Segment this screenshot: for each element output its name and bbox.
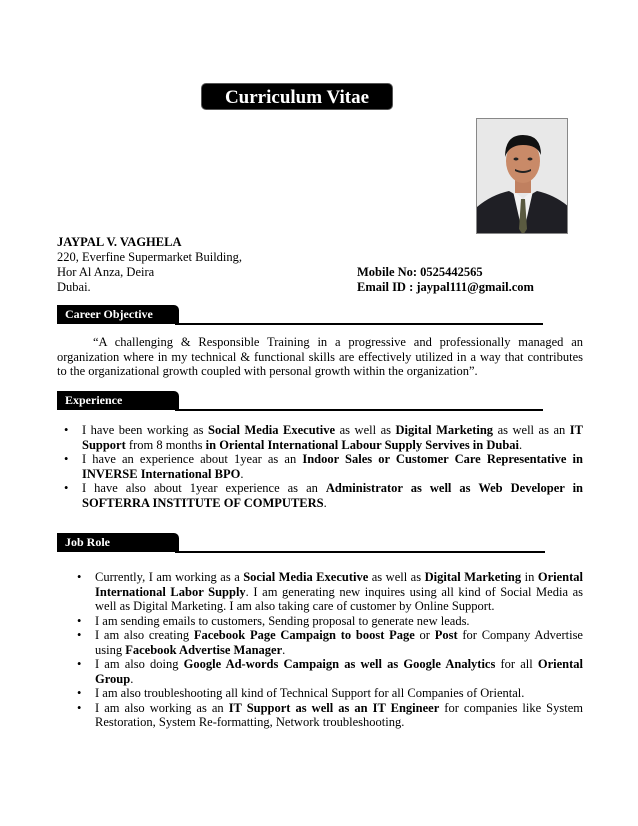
address-line-3: Dubai. bbox=[57, 280, 91, 294]
section-heading: Experience bbox=[57, 391, 179, 410]
jobrole-item bbox=[70, 614, 583, 629]
profile-photo bbox=[476, 118, 568, 234]
jobrole-item bbox=[70, 628, 583, 657]
text-run: . bbox=[282, 642, 286, 657]
bold-text: Facebook Advertise Manager bbox=[125, 642, 283, 657]
text-run: for all bbox=[495, 657, 538, 671]
text-run: I am sending emails to customers, Sending proposal to generate new leads. bbox=[95, 613, 470, 628]
section-career-objective bbox=[57, 305, 543, 325]
jobrole-item bbox=[70, 570, 583, 614]
section-heading: Job Role bbox=[57, 533, 179, 552]
experience-item bbox=[57, 452, 583, 481]
experience-item bbox=[57, 423, 583, 452]
text-run: in bbox=[521, 570, 538, 584]
text-run: I am also troubleshooting all kind of Technical Support for all Companies of Oriental. bbox=[95, 686, 525, 700]
text-run: as well as bbox=[335, 423, 396, 437]
bold-text: IT Support as well as an IT Engineer bbox=[228, 700, 440, 715]
experience-list bbox=[57, 423, 583, 510]
bold-text: Post bbox=[434, 628, 458, 642]
bold-text: Digital Marketing bbox=[424, 570, 522, 584]
text-run: I have an experience about 1year as an bbox=[82, 452, 303, 466]
section-divider bbox=[175, 409, 543, 411]
bold-text: IT Support bbox=[82, 423, 583, 452]
bold-text: Oriental International Labor Supply bbox=[95, 570, 583, 599]
experience-item bbox=[57, 481, 583, 510]
section-job-role bbox=[57, 533, 545, 553]
bold-text: Social Media Executive bbox=[243, 570, 369, 584]
career-paragraph: “A challenging & Responsible Training in a progressive and professionally managed an organization where in my technical & functional skills are effectively utilized in a way that contributes to the organizational growth coupled with personal growth within the organization”. bbox=[57, 335, 583, 378]
text-run: . bbox=[519, 437, 523, 452]
address-line-1: 220, Everfine Supermarket Building, bbox=[57, 250, 243, 264]
text-run: for companies like System Restoration, System Re-formatting, Network troubleshooting. bbox=[95, 700, 583, 729]
bold-text: Facebook Page Campaign to boost Page bbox=[193, 628, 415, 642]
text-run: from 8 months bbox=[125, 437, 206, 452]
section-divider bbox=[175, 323, 543, 325]
text-run: I am also doing bbox=[95, 657, 184, 671]
bold-text: Social Media Executive bbox=[208, 423, 336, 437]
section-divider bbox=[175, 551, 545, 553]
text-run: Currently, I am working as a bbox=[95, 570, 244, 584]
section-experience bbox=[57, 391, 543, 411]
address-line-2: Hor Al Anza, Deira bbox=[57, 265, 155, 279]
text-run: . bbox=[240, 466, 244, 481]
portrait-image bbox=[477, 119, 568, 234]
email-address: Email ID : jaypal111@gmail.com bbox=[357, 280, 534, 294]
job-role-list bbox=[70, 570, 583, 730]
bold-text: Digital Marketing bbox=[395, 423, 494, 437]
jobrole-item bbox=[70, 701, 583, 730]
text-run: I am also working as an bbox=[95, 700, 229, 715]
jobrole-item bbox=[70, 686, 583, 701]
text-run: I have also about 1year experience as an bbox=[82, 481, 326, 495]
text-run: I am also creating bbox=[95, 628, 194, 642]
cv-title: Curriculum Vitae bbox=[201, 83, 393, 110]
section-heading: Career Objective bbox=[57, 305, 179, 324]
text-run: . bbox=[130, 671, 134, 686]
text-run: . I am generating new inquires using all kind of Social Media as well as Digital Marketing. I am also taking care of customer by Online Support. bbox=[95, 584, 583, 613]
text-run: I have been working as bbox=[82, 423, 209, 437]
mobile-number: Mobile No: 0525442565 bbox=[357, 265, 483, 279]
applicant-name: JAYPAL V. VAGHELA bbox=[57, 235, 182, 249]
bold-text: Google Ad-words Campaign as well as Google Analytics bbox=[183, 657, 496, 671]
bold-text: Administrator as well as Web Developer in SOFTERRA INSTITUTE OF COMPUTERS bbox=[82, 481, 584, 510]
text-run: as well as an bbox=[493, 423, 570, 437]
text-run: . bbox=[323, 495, 327, 510]
career-objective-text bbox=[57, 335, 583, 379]
bold-text: Indoor Sales or Customer Care Representative in INVERSE International BPO bbox=[82, 452, 583, 481]
text-run: for Company Advertise using bbox=[95, 628, 583, 657]
bold-text: Oriental Group bbox=[95, 657, 583, 686]
jobrole-item bbox=[70, 657, 583, 686]
text-run: or bbox=[414, 628, 435, 642]
text-run: as well as bbox=[368, 570, 425, 584]
bold-text: in Oriental International Labour Supply Servives in Dubai bbox=[205, 437, 520, 452]
